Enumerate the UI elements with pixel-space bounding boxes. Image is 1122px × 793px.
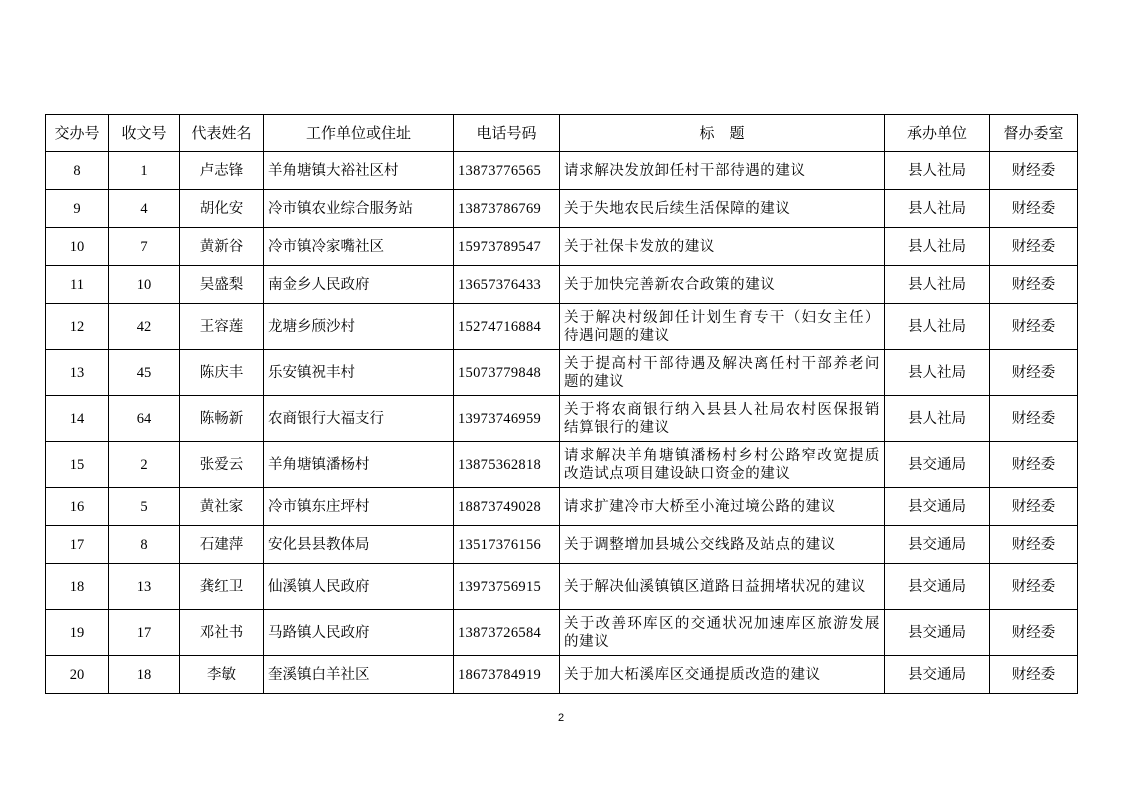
cell-daibiao: 龚红卫 [180, 564, 264, 610]
cell-jiaoban: 20 [46, 656, 109, 694]
cell-daibiao: 张爱云 [180, 442, 264, 488]
header-duban: 督办委室 [990, 115, 1078, 152]
cell-danwei: 羊角塘镇大裕社区村 [264, 152, 454, 190]
cell-chengban: 县人社局 [885, 396, 990, 442]
cell-daibiao: 王容莲 [180, 304, 264, 350]
cell-jiaoban: 12 [46, 304, 109, 350]
cell-danwei: 冷市镇冷家嘴社区 [264, 228, 454, 266]
cell-duban: 财经委 [990, 350, 1078, 396]
table-row [46, 396, 1078, 442]
cell-jiaoban: 17 [46, 526, 109, 564]
header-chengban: 承办单位 [885, 115, 990, 152]
cell-danwei: 冷市镇东庄坪村 [264, 488, 454, 526]
cell-dianhua: 13973746959 [454, 396, 560, 442]
cell-chengban: 县人社局 [885, 266, 990, 304]
cell-biaoti: 关于解决仙溪镇镇区道路日益拥堵状况的建议 [560, 564, 885, 610]
cell-daibiao: 吴盛梨 [180, 266, 264, 304]
cell-duban: 财经委 [990, 396, 1078, 442]
cell-biaoti: 关于调整增加县城公交线路及站点的建议 [560, 526, 885, 564]
cell-shouwen: 4 [109, 190, 180, 228]
cell-dianhua: 13875362818 [454, 442, 560, 488]
cell-duban: 财经委 [990, 526, 1078, 564]
cell-dianhua: 18673784919 [454, 656, 560, 694]
cell-jiaoban: 19 [46, 610, 109, 656]
cell-jiaoban: 14 [46, 396, 109, 442]
cell-chengban: 县人社局 [885, 228, 990, 266]
cell-shouwen: 18 [109, 656, 180, 694]
cell-duban: 财经委 [990, 656, 1078, 694]
cell-biaoti: 请求解决发放卸任村干部待遇的建议 [560, 152, 885, 190]
cell-danwei: 龙塘乡颀沙村 [264, 304, 454, 350]
cell-dianhua: 13973756915 [454, 564, 560, 610]
cell-biaoti: 关于加大柘溪库区交通提质改造的建议 [560, 656, 885, 694]
table-row [46, 442, 1078, 488]
cell-chengban: 县人社局 [885, 304, 990, 350]
table-row [46, 304, 1078, 350]
cell-biaoti: 请求解决羊角塘镇潘杨村乡村公路窄改宽提质改造试点项目建设缺口资金的建议 [560, 442, 885, 488]
cell-dianhua: 15973789547 [454, 228, 560, 266]
table-row [46, 656, 1078, 694]
cell-danwei: 羊角塘镇潘杨村 [264, 442, 454, 488]
cell-chengban: 县交通局 [885, 526, 990, 564]
table-row [46, 228, 1078, 266]
cell-chengban: 县人社局 [885, 152, 990, 190]
cell-duban: 财经委 [990, 266, 1078, 304]
cell-jiaoban: 16 [46, 488, 109, 526]
table-row [46, 350, 1078, 396]
cell-shouwen: 10 [109, 266, 180, 304]
table-row [46, 610, 1078, 656]
cell-biaoti: 关于解决村级卸任计划生育专干（妇女主任）待遇问题的建议 [560, 304, 885, 350]
table-row [46, 266, 1078, 304]
cell-danwei: 仙溪镇人民政府 [264, 564, 454, 610]
cell-daibiao: 邓社书 [180, 610, 264, 656]
cell-duban: 财经委 [990, 442, 1078, 488]
cell-jiaoban: 10 [46, 228, 109, 266]
header-jiaoban: 交办号 [46, 115, 109, 152]
header-biaoti: 标 题 [560, 115, 885, 152]
cell-danwei: 南金乡人民政府 [264, 266, 454, 304]
cell-biaoti: 请求扩建冷市大桥至小淹过境公路的建议 [560, 488, 885, 526]
table-row [46, 488, 1078, 526]
cell-daibiao: 胡化安 [180, 190, 264, 228]
cell-shouwen: 64 [109, 396, 180, 442]
cell-shouwen: 17 [109, 610, 180, 656]
cell-jiaoban: 8 [46, 152, 109, 190]
cell-shouwen: 45 [109, 350, 180, 396]
table-row [46, 564, 1078, 610]
cell-daibiao: 黄新谷 [180, 228, 264, 266]
cell-jiaoban: 18 [46, 564, 109, 610]
header-danwei: 工作单位或住址 [264, 115, 454, 152]
cell-duban: 财经委 [990, 228, 1078, 266]
cell-danwei: 安化县县教体局 [264, 526, 454, 564]
cell-daibiao: 陈庆丰 [180, 350, 264, 396]
cell-biaoti: 关于加快完善新农合政策的建议 [560, 266, 885, 304]
cell-biaoti: 关于社保卡发放的建议 [560, 228, 885, 266]
cell-shouwen: 7 [109, 228, 180, 266]
cell-dianhua: 13873726584 [454, 610, 560, 656]
cell-chengban: 县交通局 [885, 656, 990, 694]
cell-daibiao: 黄社家 [180, 488, 264, 526]
cell-chengban: 县人社局 [885, 190, 990, 228]
cell-dianhua: 13873786769 [454, 190, 560, 228]
cell-duban: 财经委 [990, 564, 1078, 610]
header-dianhua: 电话号码 [454, 115, 560, 152]
cell-jiaoban: 11 [46, 266, 109, 304]
cell-danwei: 马路镇人民政府 [264, 610, 454, 656]
cell-shouwen: 1 [109, 152, 180, 190]
cell-jiaoban: 15 [46, 442, 109, 488]
cell-biaoti: 关于失地农民后续生活保障的建议 [560, 190, 885, 228]
proposal-table [45, 114, 1078, 694]
cell-dianhua: 18873749028 [454, 488, 560, 526]
cell-biaoti: 关于提高村干部待遇及解决离任村干部养老问题的建议 [560, 350, 885, 396]
cell-danwei: 乐安镇祝丰村 [264, 350, 454, 396]
header-shouwen: 收文号 [109, 115, 180, 152]
cell-duban: 财经委 [990, 190, 1078, 228]
cell-biaoti: 关于将农商银行纳入县县人社局农村医保报销结算银行的建议 [560, 396, 885, 442]
cell-dianhua: 13873776565 [454, 152, 560, 190]
cell-dianhua: 13657376433 [454, 266, 560, 304]
header-daibiao: 代表姓名 [180, 115, 264, 152]
cell-shouwen: 2 [109, 442, 180, 488]
cell-biaoti: 关于改善环库区的交通状况加速库区旅游发展的建议 [560, 610, 885, 656]
table-header-row [46, 115, 1078, 152]
table-row [46, 152, 1078, 190]
cell-chengban: 县交通局 [885, 564, 990, 610]
cell-dianhua: 15073779848 [454, 350, 560, 396]
cell-shouwen: 5 [109, 488, 180, 526]
cell-daibiao: 石建萍 [180, 526, 264, 564]
cell-duban: 财经委 [990, 610, 1078, 656]
cell-danwei: 奎溪镇白羊社区 [264, 656, 454, 694]
cell-daibiao: 卢志锋 [180, 152, 264, 190]
cell-duban: 财经委 [990, 152, 1078, 190]
cell-duban: 财经委 [990, 488, 1078, 526]
table-row [46, 190, 1078, 228]
cell-jiaoban: 9 [46, 190, 109, 228]
cell-chengban: 县交通局 [885, 442, 990, 488]
cell-shouwen: 13 [109, 564, 180, 610]
page-number: 2 [557, 712, 565, 724]
cell-dianhua: 15274716884 [454, 304, 560, 350]
cell-chengban: 县交通局 [885, 488, 990, 526]
cell-duban: 财经委 [990, 304, 1078, 350]
cell-jiaoban: 13 [46, 350, 109, 396]
cell-dianhua: 13517376156 [454, 526, 560, 564]
cell-danwei: 农商银行大福支行 [264, 396, 454, 442]
cell-chengban: 县人社局 [885, 350, 990, 396]
cell-daibiao: 陈畅新 [180, 396, 264, 442]
cell-danwei: 冷市镇农业综合服务站 [264, 190, 454, 228]
cell-daibiao: 李敏 [180, 656, 264, 694]
cell-shouwen: 42 [109, 304, 180, 350]
cell-shouwen: 8 [109, 526, 180, 564]
table-row [46, 526, 1078, 564]
cell-chengban: 县交通局 [885, 610, 990, 656]
